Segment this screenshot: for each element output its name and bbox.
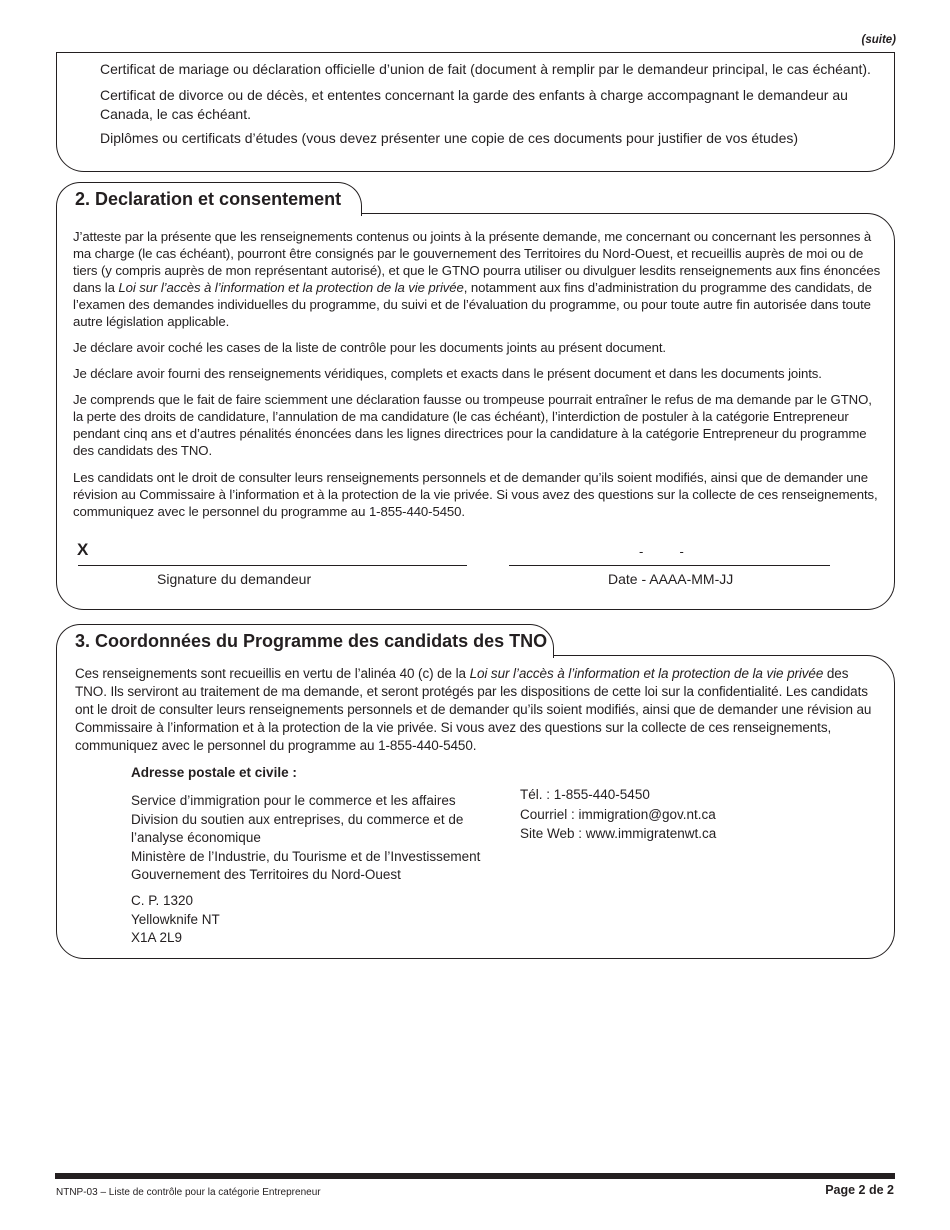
declaration-paragraph-3: Je déclare avoir fourni des renseignements véridiques, complets et exacts dans le présent document et dans les documents joints. — [73, 366, 822, 381]
documents-list-continued — [56, 52, 895, 172]
list-item: Diplômes ou certificats d’études (vous devez présenter une copie de ces documents pour justifier de vos études) — [100, 130, 799, 146]
declaration-paragraph-4: Je comprends que le fait de faire sciemment une déclaration fausse ou trompeuse pourrait entraîner le refus de ma demande par le GTNO, la perte des droits de candidature, l’annulation de ma candidature (le cas échéant), l’interdiction de postuler à la catégorie Entrepreneur pendant cinq ans et d’autres pénalités énoncées dans les lignes directrices pour la candidature à la catégorie Entrepreneur du programme des candidats des TNO. — [73, 392, 872, 458]
address-line: Division du soutien aux entreprises, du commerce et de l’analyse économique — [131, 811, 464, 845]
declaration-paragraph-1: J’atteste par la présente que les renseignements contenus ou joints à la présente demande, me concernant ou concernant les personnes à ma charge (le cas échéant), pourront être consignés par le gouvernement des Territoires du Nord-Ouest, et recueillis auprès de moi ou de tiers (y compris auprès de mon représentant autorisé), et que le GTNO pourra utiliser ou divulguer lesdits renseignements aux fins énoncées dans la Loi sur l’accès à l’information et la protection de la vie privée, notamment aux fins d’administration du programme des candidats, de l’examen des demandes individuelles du programme, du suivi et de l’évaluation du programme, ou pour toute autre fin autorisée dans toute autre législation applicable. — [73, 229, 881, 329]
declaration-paragraph-2: Je déclare avoir coché les cases de la liste de contrôle pour les documents joints au présent document. — [73, 340, 666, 355]
date-field[interactable] — [509, 565, 830, 566]
list-item: Certificat de divorce ou de décès, et ententes concernant la garde des enfants à charge accompagnant le demandeur au Canada, le cas échéant. — [100, 87, 848, 122]
list-item: Certificat de mariage ou déclaration officielle d’union de fait (document à remplir par le demandeur principal, le cas échéant). — [100, 61, 871, 77]
section-2-tab — [56, 182, 362, 216]
date-label: Date - AAAA-MM-JJ — [608, 571, 734, 587]
tab-joiner — [57, 212, 361, 215]
postal-line: Yellowknife NT — [131, 911, 220, 927]
address-line: Ministère de l’Industrie, du Tourisme et de l’Investissement — [131, 848, 481, 864]
section-3-tab — [56, 624, 554, 658]
declaration-paragraph-5: Les candidats ont le droit de consulter leurs renseignements personnels et de demander qu’ils soient modifiés, ainsi que de demander une révision au Commissaire à l’information et à la protection de la vie privée. Si vous avez des questions sur la collecte de ces renseignements, communiquez avec le personnel du programme au 1-855-440-5450. — [73, 470, 878, 519]
signature-mark: X — [77, 540, 89, 559]
contact-phone: Tél. : 1-855-440-5450 — [520, 787, 650, 802]
address-block — [131, 792, 501, 885]
address-line: Gouvernement des Territoires du Nord-Ouest — [131, 867, 401, 882]
contact-intro: Ces renseignements sont recueillis en vertu de l’alinéa 40 (c) de la Loi sur l’accès à l’information et la protection de la vie privée des TNO. Ils serviront au traitement de ma demande, et seront protégés par les dispositions de cette loi sur la confidentialité. Les candidats ont le droit de consulter leurs renseignements personnels et de demander qu’ils soient modifiés, ainsi que de demander une révision au Commissaire à l’information et à la protection de la vie privée. Si vous avez des questions sur la collecte de ces renseignements, communiquez avec le personnel du programme au 1-855-440-5450. — [75, 666, 872, 753]
signature-field[interactable] — [78, 565, 467, 566]
address-heading: Adresse postale et civile : — [131, 765, 297, 780]
tab-joiner — [57, 654, 553, 657]
contact-email[interactable]: Courriel : immigration@gov.nt.ca — [520, 806, 716, 822]
signature-label: Signature du demandeur — [157, 571, 312, 587]
postal-line: X1A 2L9 — [131, 930, 183, 945]
footer-rule — [55, 1173, 895, 1179]
continued-label: (suite) — [861, 34, 896, 46]
date-separators: - - — [639, 544, 684, 559]
contact-block — [520, 785, 716, 844]
form-identifier: NTNP-03 – Liste de contrôle pour la catégorie Entrepreneur — [56, 1187, 321, 1198]
contact-website[interactable]: Site Web : www.immigratenwt.ca — [520, 826, 717, 841]
postal-block — [131, 892, 220, 948]
address-line: Service d’immigration pour le commerce et les affaires — [131, 793, 456, 808]
page-number: Page 2 de 2 — [825, 1183, 894, 1197]
section-2-title: 2. Declaration et consentement — [75, 189, 342, 209]
postal-line: C. P. 1320 — [131, 893, 194, 908]
section-3-title: 3. Coordonnées du Programme des candidats des TNO — [75, 631, 548, 651]
